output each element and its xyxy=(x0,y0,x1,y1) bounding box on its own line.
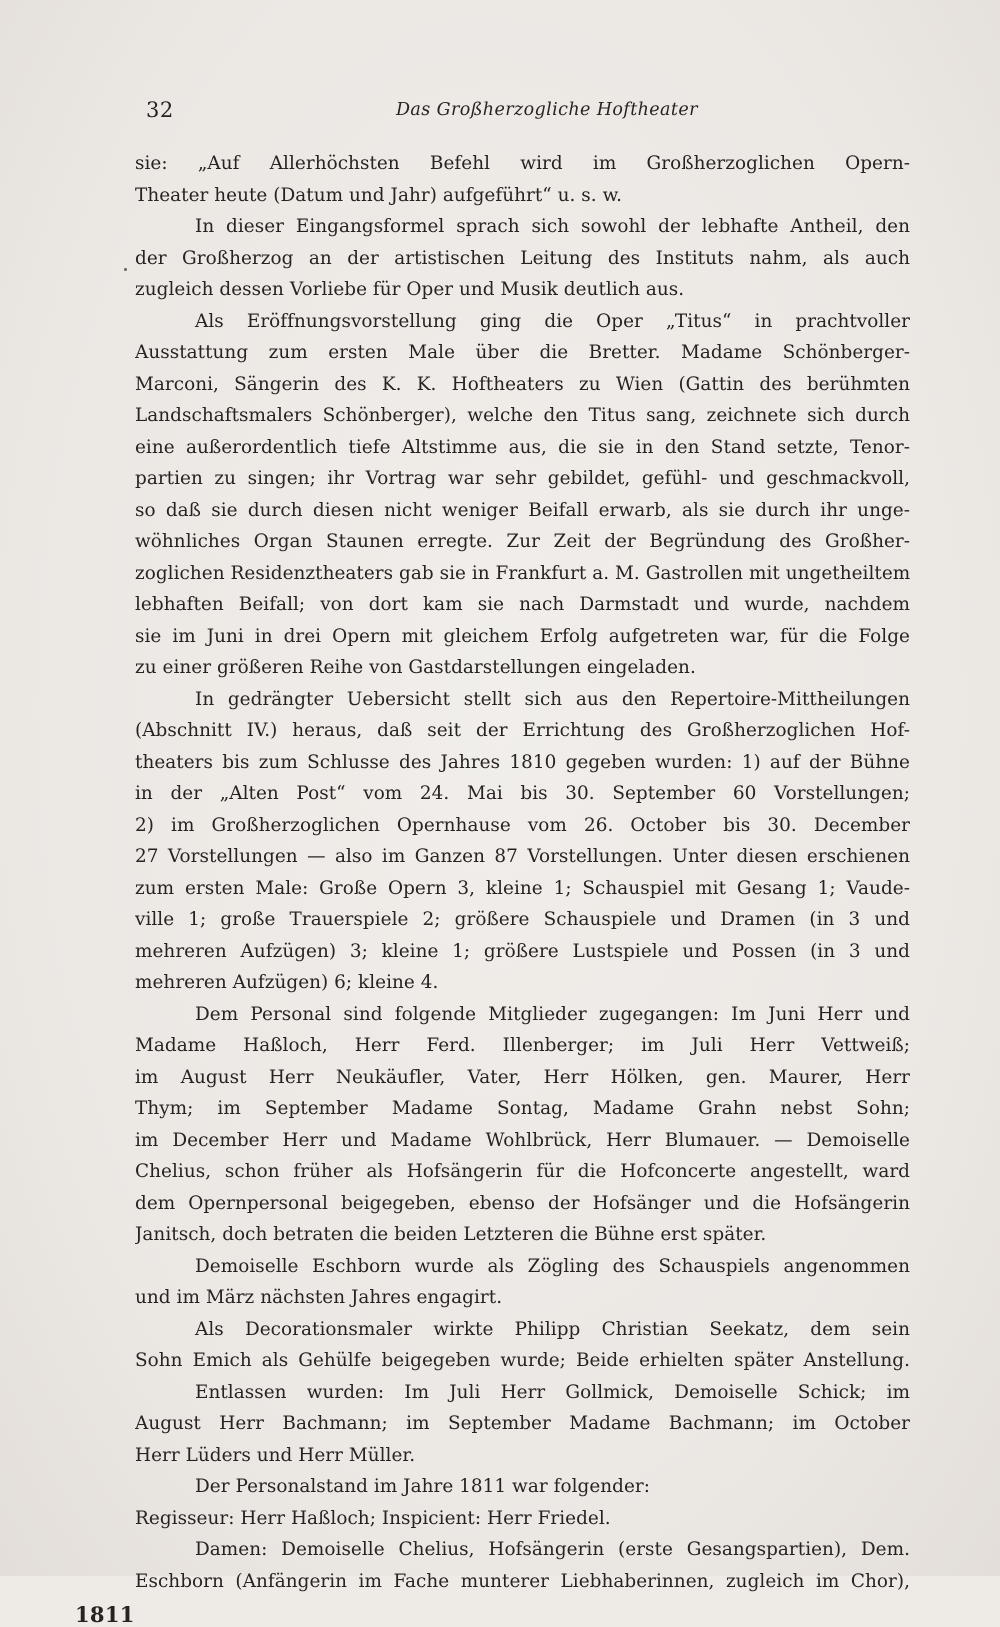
text-line: In dieser Eingangsformel sprach sich sowohl der lebhafte Antheil, den xyxy=(195,216,910,237)
page-number: 32 xyxy=(146,98,174,122)
text-line: sie im Juni in drei Opern mit gleichem Erfolg aufgetreten war, für die Folge xyxy=(135,625,910,647)
text-line: in der „Alten Post“ vom 24. Mai bis 30. September 60 Vorstellungen; xyxy=(135,783,910,804)
text-line: eine außerordentlich tiefe Altstimme aus, die sie in den Stand setzte, Tenor- xyxy=(135,436,910,458)
text-line: Als Eröffnungsvorstellung ging die Oper „Titus“ in prachtvoller xyxy=(195,310,910,332)
text-line: Der Personalstand im Jahre 1811 war folgender: xyxy=(195,1476,651,1497)
text-line: mehreren Aufzügen) 3; kleine 1; größere Lustspiele und Possen (in 3 und xyxy=(135,940,910,962)
text-line: zoglichen Residenztheaters gab sie in Frankfurt a. M. Gastrollen mit ungetheiltem xyxy=(135,562,910,584)
text-line: Eschborn (Anfängerin im Fache munterer Liebhaberinnen, zugleich im Chor), xyxy=(135,1570,910,1592)
text-line: und im März nächsten Jahres engagirt. xyxy=(135,1287,503,1308)
text-line: so daß sie durch diesen nicht weniger Beifall erwarb, als sie durch ihr unge- xyxy=(135,499,910,521)
text-line: Regisseur: Herr Haßloch; Inspicient: Herr Friedel. xyxy=(135,1507,611,1529)
text-line: zugleich dessen Vorliebe für Oper und Musik deutlich aus. xyxy=(135,279,685,300)
text-line: Herr Lüders und Herr Müller. xyxy=(135,1444,416,1466)
text-line: (Abschnitt IV.) heraus, daß seit der Errichtung des Großherzoglichen Hof- xyxy=(135,720,910,741)
text-line: Janitsch, doch betraten die beiden Letzteren die Bühne erst später. xyxy=(135,1224,767,1245)
text-line: Entlassen wurden: Im Juli Herr Gollmick, Demoiselle Schick; im xyxy=(195,1381,910,1403)
margin-year-note: 1811 xyxy=(75,1602,135,1627)
text-line: im December Herr und Madame Wohlbrück, Herr Blumauer. — Demoiselle xyxy=(135,1129,910,1151)
text-line: Landschaftsmalers Schönberger), welche den Titus sang, zeichnete sich durch xyxy=(135,405,910,426)
text-line: 27 Vorstellungen — also im Ganzen 87 Vorstellungen. Unter diesen erschienen xyxy=(135,846,910,867)
running-title: Das Großherzogliche Hoftheater xyxy=(396,100,698,120)
text-line: der Großherzog an der artistischen Leitung des Instituts nahm, als auch xyxy=(135,247,910,269)
text-line: zu einer größeren Reihe von Gastdarstellungen eingeladen. xyxy=(135,657,696,678)
text-line: 2) im Großherzoglichen Opernhause vom 26. October bis 30. December xyxy=(135,814,910,836)
body-text xyxy=(135,148,910,1597)
text-line: Theater heute (Datum und Jahr) aufgeführt“ u. s. w. xyxy=(135,184,623,206)
text-line: theaters bis zum Schlusse des Jahres 1810 gegeben wurden: 1) auf der Bühne xyxy=(135,751,910,773)
text-line: Chelius, schon früher als Hofsängerin für die Hofconcerte angestellt, ward xyxy=(135,1161,910,1182)
text-line: Thym; im September Madame Sontag, Madame Grahn nebst Sohn; xyxy=(135,1098,910,1119)
text-line: im August Herr Neukäufler, Vater, Herr Hölken, gen. Maurer, Herr xyxy=(135,1066,910,1088)
text-line: ville 1; große Trauerspiele 2; größere Schauspiele und Dramen (in 3 und xyxy=(135,909,910,930)
text-line: Dem Personal sind folgende Mitglieder zugegangen: Im Juni Herr und xyxy=(195,1003,910,1025)
text-line: Demoiselle Eschborn wurde als Zögling des Schauspiels angenommen xyxy=(195,1255,910,1277)
text-line: In gedrängter Uebersicht stellt sich aus den Repertoire-Mittheilungen xyxy=(195,688,910,710)
text-line: Als Decorationsmaler wirkte Philipp Christian Seekatz, dem sein xyxy=(195,1318,910,1340)
text-line: Damen: Demoiselle Chelius, Hofsängerin (erste Gesangspartien), Dem. xyxy=(195,1539,910,1560)
paper-speck xyxy=(124,268,127,271)
text-line: partien zu singen; ihr Vortrag war sehr gebildet, gefühl- und geschmackvoll, xyxy=(135,468,910,489)
text-line: Ausstattung zum ersten Male über die Bretter. Madame Schönberger- xyxy=(135,342,910,363)
text-line: Marconi, Sängerin des K. K. Hoftheaters zu Wien (Gattin des berühmten xyxy=(135,373,910,395)
text-line: lebhaften Beifall; von dort kam sie nach Darmstadt und wurde, nachdem xyxy=(135,594,910,615)
text-line: August Herr Bachmann; im September Madame Bachmann; im October xyxy=(135,1413,910,1434)
text-line: wöhnliches Organ Staunen erregte. Zur Zeit der Begründung des Großher- xyxy=(135,531,910,552)
text-line: sie: „Auf Allerhöchsten Befehl wird im Großherzoglichen Opern- xyxy=(135,153,910,174)
text-line: Sohn Emich als Gehülfe beigegeben wurde; Beide erhielten später Anstellung. xyxy=(135,1350,910,1371)
text-line: zum ersten Male: Große Opern 3, kleine 1; Schauspiel mit Gesang 1; Vaude- xyxy=(135,877,910,899)
text-line: dem Opernpersonal beigegeben, ebenso der Hofsänger und die Hofsängerin xyxy=(135,1192,910,1214)
text-line: Madame Haßloch, Herr Ferd. Illenberger; im Juli Herr Vettweiß; xyxy=(135,1035,910,1056)
page-header xyxy=(138,98,910,132)
text-line: mehreren Aufzügen) 6; kleine 4. xyxy=(135,972,439,993)
